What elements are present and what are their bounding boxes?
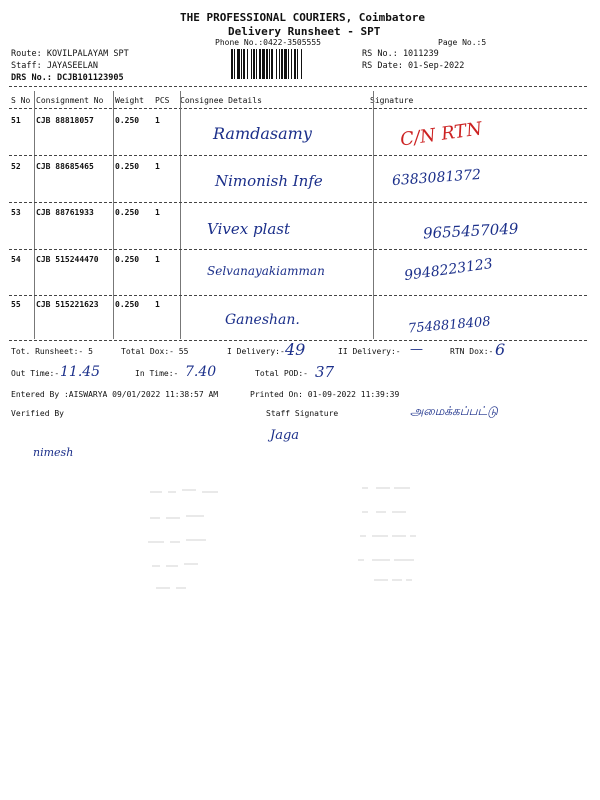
row-sno: 51 — [11, 116, 21, 125]
barcode-bar — [297, 49, 298, 79]
runsheet-title: Delivery Runsheet - SPT — [228, 25, 381, 38]
row-weight: 0.250 — [115, 255, 140, 264]
barcode-bar — [256, 49, 257, 79]
barcode-bar — [251, 49, 252, 79]
row-signature: 9655457049 — [422, 219, 519, 243]
barcode-bar — [288, 49, 289, 79]
col-sno: S No — [11, 96, 31, 105]
phone-number: Phone No.:0422-3505555 — [215, 38, 321, 47]
row-sno: 53 — [11, 208, 21, 217]
page-number: Page No.:5 — [438, 38, 487, 47]
total-dox: Total Dox:- 55 — [121, 347, 189, 356]
row-pcs: 1 — [155, 208, 160, 217]
row-consignee: Ganeshan. — [225, 312, 300, 328]
staff-signature-label: Staff Signature — [266, 409, 339, 418]
total-pod-label: Total POD:- — [255, 369, 308, 378]
barcode-bar — [247, 49, 248, 79]
barcode-bar — [234, 49, 235, 79]
col-consignment: Consignment No — [36, 96, 104, 105]
drs-number: DRS No.: DCJB101123905 — [11, 73, 124, 83]
row-pcs: 1 — [155, 255, 160, 264]
barcode-bar — [262, 49, 265, 79]
i-delivery-label: I Delivery:- — [227, 347, 285, 356]
row-signature: 6383081372 — [391, 166, 482, 190]
rs-date: RS Date: 01-Sep-2022 — [362, 61, 465, 71]
col-pcs: PCS — [155, 96, 170, 105]
barcode-bar — [271, 49, 273, 79]
col-weight: Weight — [115, 96, 144, 105]
barcode-bar — [237, 49, 240, 79]
barcode-bar — [291, 49, 292, 79]
row-consignee: Vivex plast — [207, 220, 291, 238]
row-pcs: 1 — [155, 162, 160, 171]
barcode-bar — [294, 49, 296, 79]
barcode-bar — [259, 49, 261, 79]
row-pcs: 1 — [155, 116, 160, 125]
row-weight: 0.250 — [115, 300, 140, 309]
row-signature: C/N RTN — [398, 118, 484, 151]
row-consignee: Selvanayakiamman — [207, 264, 325, 278]
rtn-dox-value: 6 — [495, 340, 506, 359]
row-consignment: CJB 88761933 — [36, 208, 94, 217]
verified-by-label: Verified By — [11, 409, 64, 418]
row-consignment: CJB 515244470 — [36, 255, 99, 264]
tamil-note-hand: அமைக்கப்பட்டு — [410, 404, 498, 418]
col-signature: Signature — [370, 96, 414, 105]
row-consignment: CJB 515221623 — [36, 300, 99, 309]
row-weight: 0.250 — [115, 116, 140, 125]
row-weight: 0.250 — [115, 208, 140, 217]
barcode-bar — [281, 49, 283, 79]
staff-label: Staff: JAYASEELAN — [11, 61, 98, 71]
row-sno: 54 — [11, 255, 21, 264]
reverse-side-bleed — [140, 480, 470, 600]
row-weight: 0.250 — [115, 162, 140, 171]
barcode-bar — [284, 49, 287, 79]
ii-delivery-value: — — [410, 342, 423, 357]
entered-by: Entered By :AISWARYA 09/01/2022 11:38:57 AM — [11, 390, 219, 399]
total-runsheet: Tot. Runsheet:- 5 — [11, 347, 93, 356]
barcode-bar — [266, 49, 268, 79]
barcode-bar — [253, 49, 255, 79]
printed-on: Printed On: 01-09-2022 11:39:39 — [250, 390, 400, 399]
barcode-bar — [301, 49, 302, 79]
row-signature: 9948223123 — [403, 255, 494, 285]
company-name: THE PROFESSIONAL COURIERS, Coimbatore — [180, 11, 426, 24]
rtn-dox-label: RTN Dox:- — [450, 347, 494, 356]
staff-signature-hand: Jaga — [270, 428, 300, 443]
row-consignment: CJB 88685465 — [36, 162, 94, 171]
out-time-value: 11.45 — [60, 364, 101, 380]
out-time-label: Out Time:- — [11, 369, 60, 378]
route-label: Route: KOVILPALAYAM SPT — [11, 49, 129, 59]
row-consignee: Nimonish Infe — [215, 172, 323, 190]
barcode-bar — [231, 49, 233, 79]
in-time-value: 7.40 — [185, 364, 217, 380]
row-pcs: 1 — [155, 300, 160, 309]
barcode-bar — [241, 49, 242, 79]
barcode-bar — [243, 49, 245, 79]
in-time-label: In Time:- — [135, 369, 179, 378]
total-pod-value: 37 — [315, 363, 335, 381]
rs-number: RS No.: 1011239 — [362, 49, 439, 59]
verifier-signature-hand: nimesh — [33, 446, 74, 459]
row-signature: 7548818408 — [407, 314, 492, 337]
barcode-bar — [276, 49, 277, 79]
row-consignment: CJB 88818057 — [36, 116, 94, 125]
barcode — [231, 49, 353, 79]
row-sno: 52 — [11, 162, 21, 171]
row-sno: 55 — [11, 300, 21, 309]
i-delivery-value: 49 — [285, 340, 306, 359]
row-consignee: Ramdasamy — [213, 124, 312, 143]
col-consignee: Consignee Details — [180, 96, 262, 105]
barcode-bar — [279, 49, 280, 79]
barcode-bar — [269, 49, 270, 79]
ii-delivery-label: II Delivery:- — [338, 347, 401, 356]
